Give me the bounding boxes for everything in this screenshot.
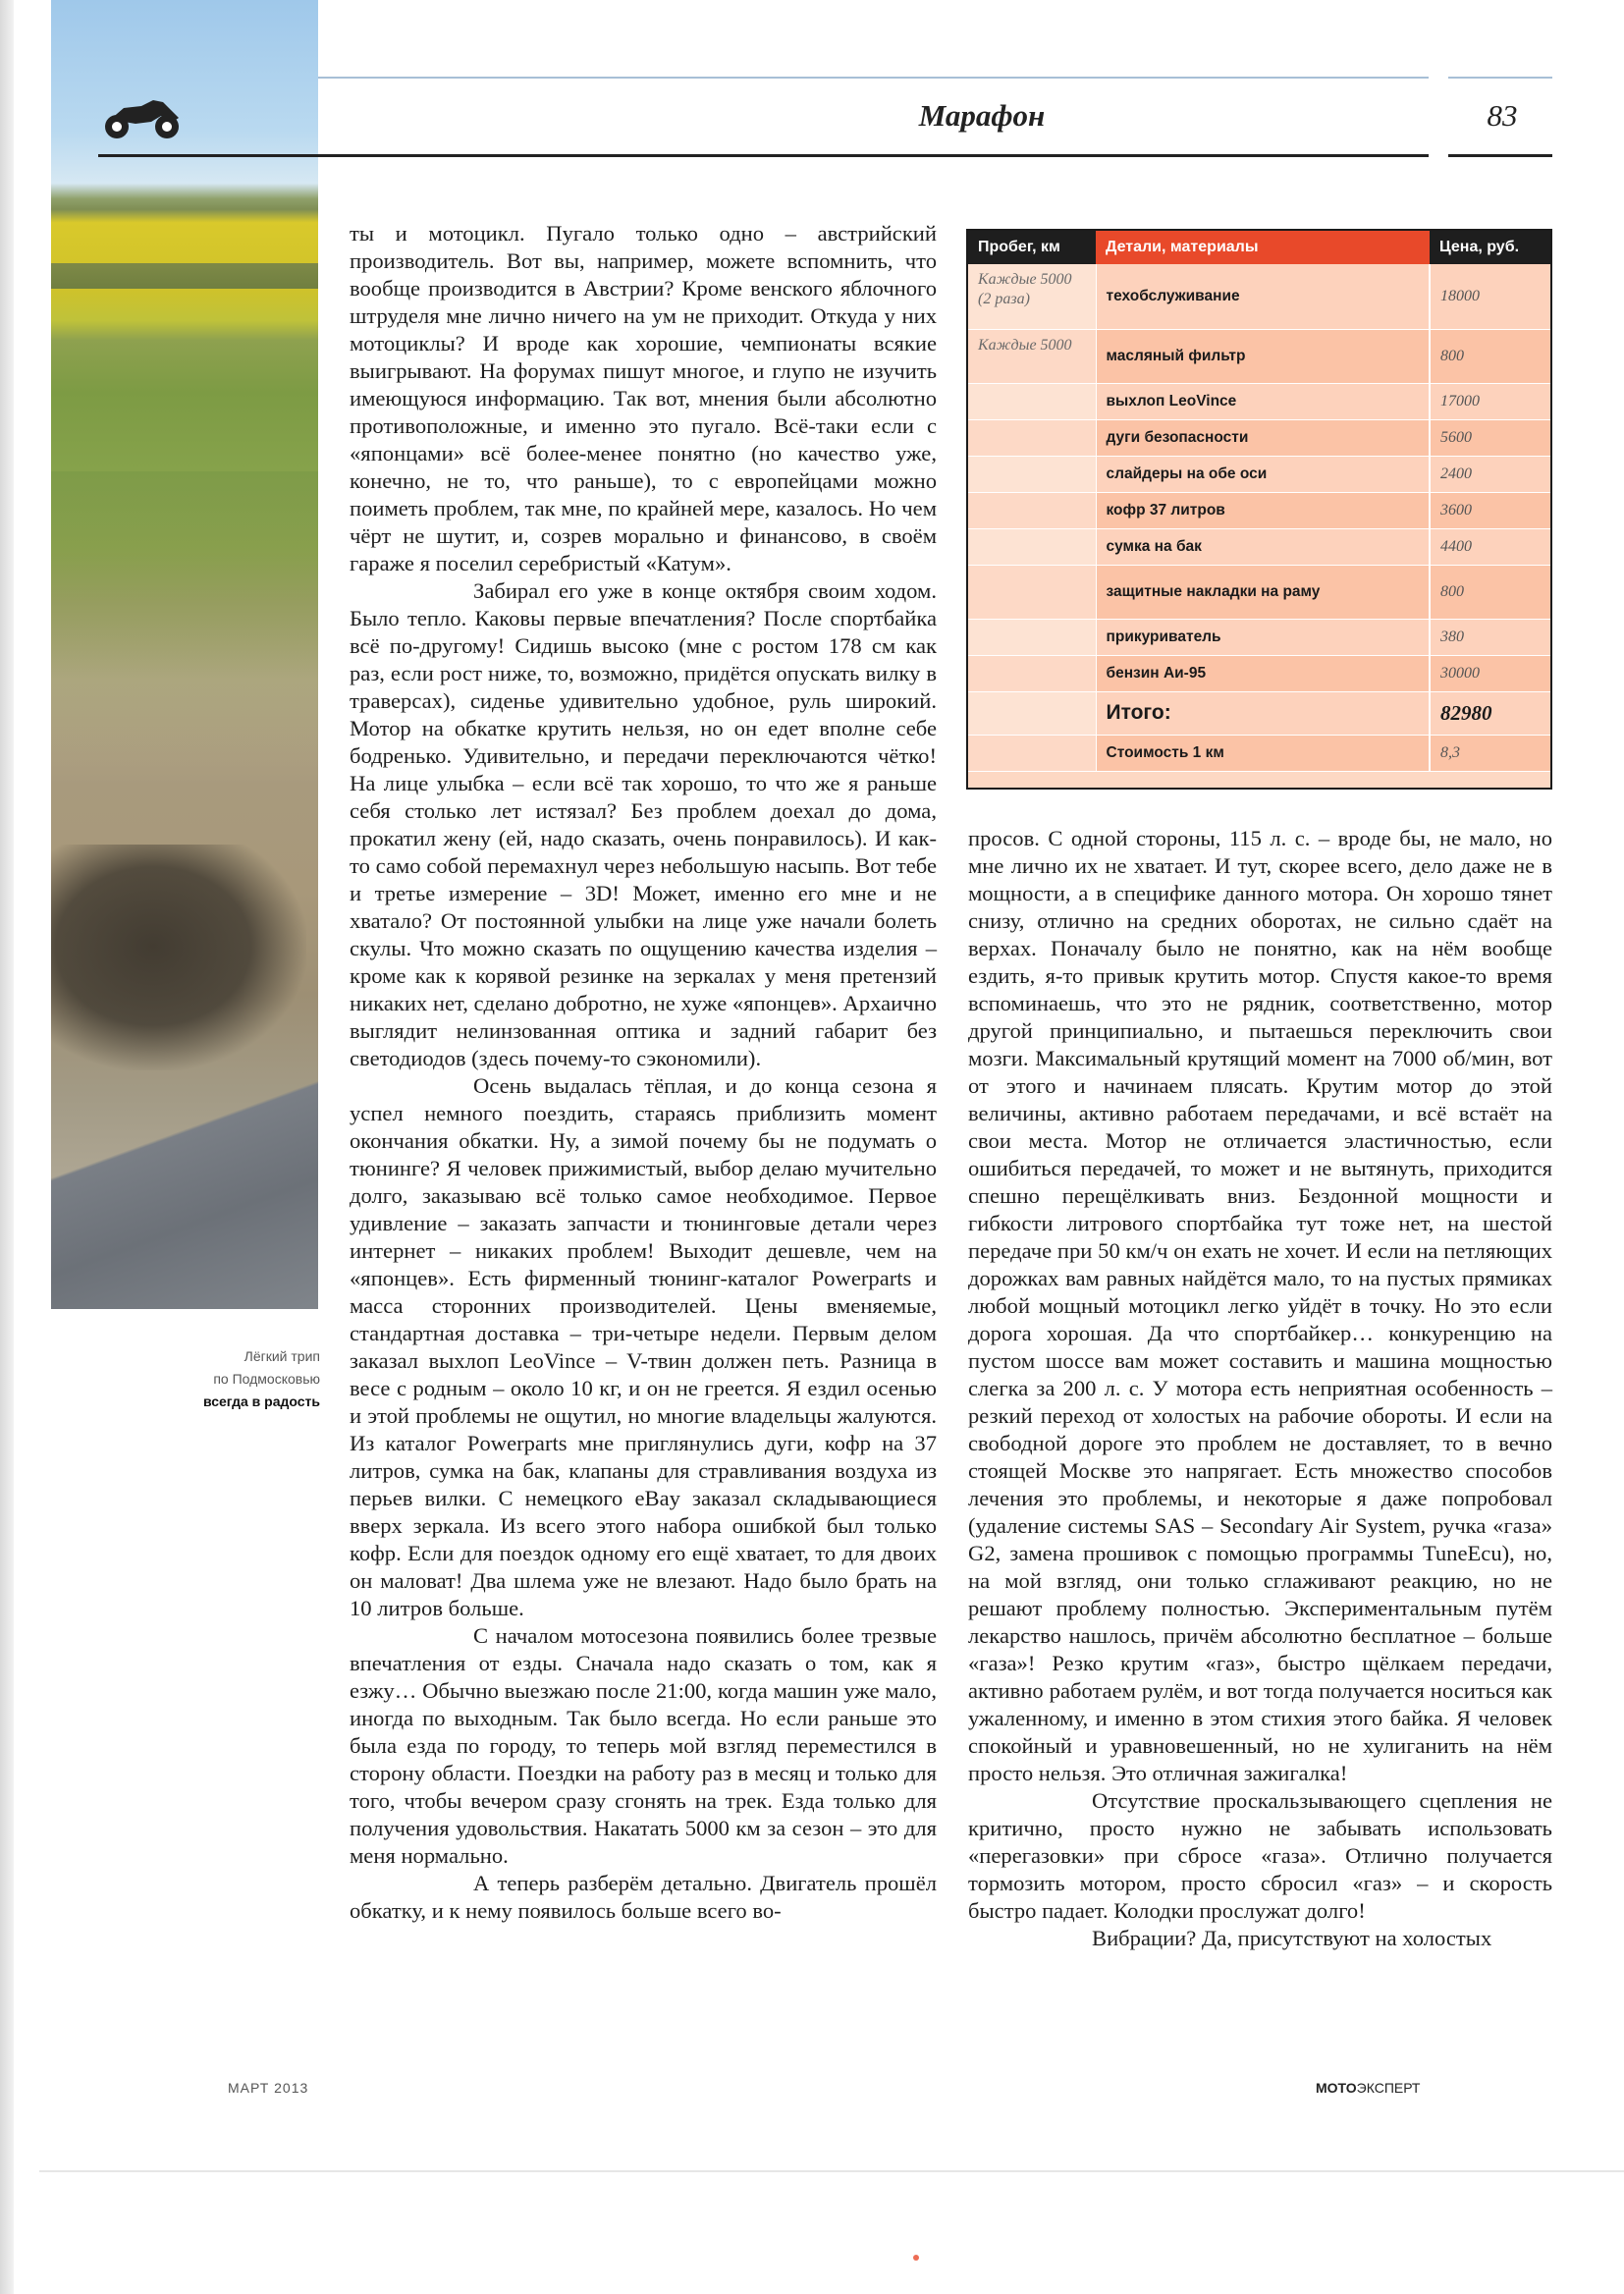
photo-caption xyxy=(118,1345,320,1413)
table-row xyxy=(968,456,1550,492)
row-price: 5600 xyxy=(1430,419,1550,456)
row-price: 800 xyxy=(1430,329,1550,383)
caption-line-3: всегда в радость xyxy=(202,1393,320,1409)
photo-motorcycle-shadow xyxy=(51,845,306,1070)
row-item: выхлоп LeoVince xyxy=(1096,383,1430,419)
paragraph: Вибрации? Да, присутствуют на холостых xyxy=(1092,1926,1492,1950)
total-value: 82980 xyxy=(1430,691,1550,735)
issue-date: МАРТ 2013 xyxy=(228,2080,309,2096)
table-row xyxy=(968,329,1550,383)
row-price: 17000 xyxy=(1430,383,1550,419)
paragraph: Осень выдалась тёплая, и до конца сезона я успел немного поездить, стараясь приблизить момент окончания обкатки. Ну, а зимой почему бы не подумать о тюнинге? Я человек прижимистый, выбор делаю мучительно долго, заказываю всё только самое необходимое. Первое удивление – заказать запчасти и тюнинговые детали через интернет – никаких проблем! Выходит дешевле, чем на «японцев». Есть фирменный тюнинг-каталог Powerparts и масса сторонних производителей. Цены вменяемые, стандартная доставка – три-четыре недели. Первым делом заказал выхлоп LeoVince – V-твин должен петь. Разница в весе с родным – около 10 кг, и он не греется. Я ездил осенью и этой проблемы не ощутил, но многие владельцы жалуются. Из каталог Powerparts мне приглянулись дуги, кофр на 37 литров, сумка на бак, клапаны для стравливания воздуха из перьев вилки. С немецкого eBay заказал складывающиеся вверх зеркала. Из всего этого набора ошибкой был только кофр. Если для поездок одному его ещё хватает, то для двоих он маловат! Два шлема уже не влезают. Надо было брать на 10 литров больше. xyxy=(350,1073,937,1620)
table-row xyxy=(968,383,1550,419)
row-price: 2400 xyxy=(1430,456,1550,492)
page-number: 83 xyxy=(1487,98,1518,133)
table-row xyxy=(968,735,1550,771)
row-item: Стоимость 1 км xyxy=(1096,735,1430,771)
row-mileage xyxy=(968,691,1096,735)
row-mileage xyxy=(968,528,1096,565)
table-row xyxy=(968,419,1550,456)
row-item: прикуриватель xyxy=(1096,619,1430,655)
row-mileage xyxy=(968,655,1096,691)
header-parts: Детали, материалы xyxy=(1096,231,1430,264)
row-price: 800 xyxy=(1430,565,1550,619)
table-row xyxy=(968,655,1550,691)
row-mileage xyxy=(968,456,1096,492)
row-mileage xyxy=(968,619,1096,655)
row-price: 3600 xyxy=(1430,492,1550,528)
row-item: слайдеры на обе оси xyxy=(1096,456,1430,492)
caption-line-1: Лёгкий трип xyxy=(244,1348,320,1364)
photo-treeline xyxy=(51,263,318,289)
header-rule-page xyxy=(1448,154,1552,157)
row-mileage xyxy=(968,565,1096,619)
row-item: кофр 37 литров xyxy=(1096,492,1430,528)
row-mileage: Каждые 5000 (2 раза) xyxy=(968,264,1096,329)
magazine-brand xyxy=(1316,2080,1421,2096)
header-mileage: Пробег, км xyxy=(968,231,1096,264)
article-column-left xyxy=(350,220,937,1925)
paragraph: А теперь разберём детально. Двигатель прошёл обкатку, и к нему появилось больше всего во- xyxy=(350,1871,937,1923)
row-mileage xyxy=(968,492,1096,528)
row-price: 30000 xyxy=(1430,655,1550,691)
scan-bottom-edge xyxy=(39,2170,1624,2172)
cost-table xyxy=(968,231,1550,772)
header-rule xyxy=(98,154,1429,157)
paragraph: Забирал его уже в конце октября своим ходом. Было тепло. Каковы первые впечатления? После спортбайка всё по-другому! Сидишь высоко (мне с ростом 178 см как раз, если рост ниже, то, возможно, придётся опускать вилку в траверсах), сиденье удивительно удобное, руль широкий. Мотор на обкатке крутить нельзя, но он едет вполне себе бодренько. Удивительно, и передачи переключаются чётко! На лице улыбка – если всё так хорошо, то что же я раньше себя столько лет истязал? Без проблем доехал до дома, прокатил жену (ей, надо сказать, очень понравилось). И как-то само собой перемахнул через небольшую насыпь. Вот тебе и третье измерение – 3D! Может, именно его мне и не хватало? От постоянной улыбки на лице уже начали болеть скулы. Что можно сказать по ощущению качества изделия – кроме как к корявой резинке на зеркалах у меня претензий никаких нет, сделано добротно, не хуже «японцев». Архаично выглядит нелинзованная оптика и задний габарит без светодиодов (здесь почему-то сэкономили). xyxy=(350,578,937,1070)
paragraph: просов. С одной стороны, 115 л. с. – вроде бы, не мало, но мне лично их не хватает. И тут, скорее всего, дело даже не в мощности, а в специфике данного мотора. Он хорошо тянет снизу, отлично на средних оборотах, не сильно сдаёт на верхах. Поначалу было не понятно, как на нём вообще ездить, я-то привык крутить мотор. Спустя какое-то время вспоминаешь, что это не рядник, соответственно, мотор другой принципиально, и пытаешься переключить свои мозги. Максимальный крутящий момент на 7000 об/мин, вот от этого и начинаем плясать. Крутим мотор до этой величины, активно работаем передачами, и всё встаёт на свои места. Мотор не отличается эластичностью, если ошибиться передачей, то может и не вытянуть, приходится спешно перещёлкивать вниз. Бездонной мощности и гибкости литрового спортбайка тут тоже нет, на шестой передаче при 50 км/ч он ехать не хочет. И если на петляющих дорожках вам равных найдётся мало, то на пустых прямиках любой мощный мотоцикл легко уйдёт в точку. Но это если дорога хорошая. Да что спортбайкер… конкуренцию на пустом шоссе вам может составить и машина мощностью слегка за 200 л. с. У мотора есть неприятная особенность – резкий переход от холостых на рабочие обороты. И если на свободной дороге это проблем не доставляет, то в вечно стоящей Москве это напрягает. Есть множество способов лечения это проблемы, и некоторые я даже попробовал (удаление системы SAS – Secondary Air System, ручка «газа» G2, замена прошивок с помощью программы TuneEcu), но, на мой взгляд, они только сглаживают реакцию, но не решают проблему полностью. Экспериментальным путём лекарство нашлось, причём абсолютно бесплатное – больше «газа»! Резко крутим «газ», быстро щёлкаем передачи, активно работаем рулём, и вот тогда получается носиться как ужаленному, и именно в этом стихия этого байка. Я человек спокойный и уравновешенный, но не хулиганить на нём просто нельзя. Это отличная зажигалка! xyxy=(968,826,1552,1785)
row-item: техобслуживание xyxy=(1096,264,1430,329)
table-row xyxy=(968,264,1550,329)
article-column-right xyxy=(968,825,1552,1952)
scan-edge xyxy=(0,0,14,2294)
scan-mark xyxy=(913,2255,919,2261)
photo-grass xyxy=(51,471,318,766)
row-price: 380 xyxy=(1430,619,1550,655)
row-item: защитные накладки на раму xyxy=(1096,565,1430,619)
paragraph: С началом мотосезона появились более трезвые впечатления от езды. Сначала надо сказать о том, как я езжу… Обычно выезжаю после 21:00, когда машин уже мало, иногда по выходным. Так было всегда. Но если раньше это была езда по городу, то теперь мой взгляд переместился в сторону области. Поездки на работу раз в месяц и только для того, чтобы вечером сразу сгонять на трек. Езда только для получения удовольствия. Накатать 5000 км за сезон – это для меня нормально. xyxy=(350,1623,937,1868)
row-item: бензин Аи-95 xyxy=(1096,655,1430,691)
paragraph: ты и мотоцикл. Пугало только одно – австрийский производитель. Вот вы, например, можете вспомнить, что вообще производится в Австрии? Кроме венского яблочного штруделя мне лично ничего на ум не приходит. Откуда у них мотоциклы? И вроде как хорошие, чемпионаты всякие выигрывают. На форумах пишут многое, и глупо не изучить имеющуюся информацию. Так вот, мнения были абсолютно противоположные, и именно это пугало. Всё-таки если с «японцами» всё более-менее понятно (но качество уже, конечно, не то, что раньше), то с европейцами можно поиметь проблем, так мне, по крайней мере, казалось. Но чем чёрт не шутит, и, созрев морально и финансово, в своём гараже я поселил серебристый «Катум». xyxy=(350,221,937,575)
row-price: 8,3 xyxy=(1430,735,1550,771)
table-row xyxy=(968,528,1550,565)
paragraph: Отсутствие проскальзывающего сцепления не критично, просто нужно не забывать использовать «перегазовки» при сбросе «газа». Отлично получается тормозить мотором, просто сбросил «газ» – и скорость быстро падает. Колодки прослужат долго! xyxy=(968,1788,1552,1923)
row-price: 4400 xyxy=(1430,528,1550,565)
row-item: дуги безопасности xyxy=(1096,419,1430,456)
caption-line-2: по Подмосковью xyxy=(213,1371,320,1387)
total-label: Итого: xyxy=(1096,691,1430,735)
cost-table-box xyxy=(966,229,1552,790)
motorcycle-icon xyxy=(102,96,183,141)
section-title: Марафон xyxy=(918,98,1046,133)
header-price: Цена, руб. xyxy=(1430,231,1550,264)
brand-regular: ЭКСПЕРТ xyxy=(1356,2080,1421,2096)
row-mileage xyxy=(968,735,1096,771)
row-price: 18000 xyxy=(1430,264,1550,329)
table-total-row xyxy=(968,691,1550,735)
row-item: масляный фильтр xyxy=(1096,329,1430,383)
header-top-rule xyxy=(318,77,1429,79)
table-row xyxy=(968,619,1550,655)
row-item: сумка на бак xyxy=(1096,528,1430,565)
table-row xyxy=(968,565,1550,619)
brand-bold: МОТО xyxy=(1316,2080,1357,2096)
photo-road xyxy=(51,1080,318,1309)
row-mileage xyxy=(968,383,1096,419)
roadside-photo xyxy=(51,0,318,1309)
row-mileage xyxy=(968,419,1096,456)
row-mileage: Каждые 5000 xyxy=(968,329,1096,383)
header-top-rule-page xyxy=(1448,77,1552,79)
table-row xyxy=(968,492,1550,528)
table-header-row xyxy=(968,231,1550,264)
